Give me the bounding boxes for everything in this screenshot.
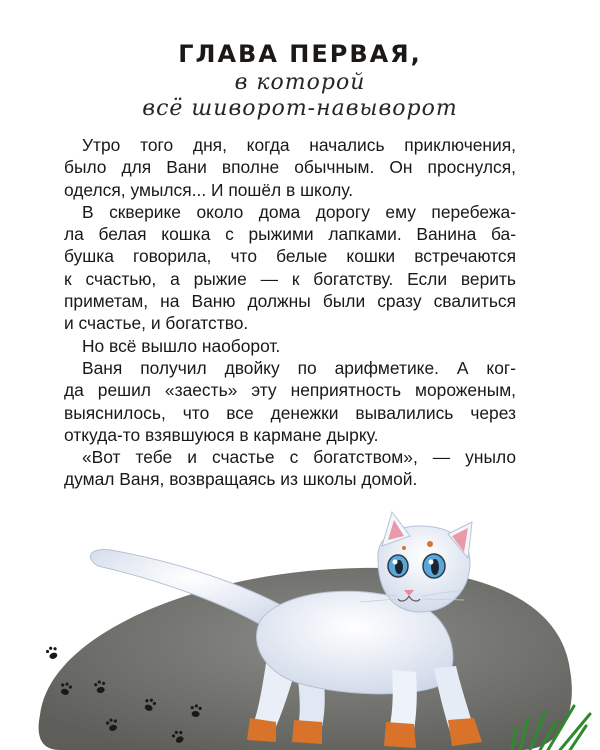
text-line: и счастье, и богатство. bbox=[64, 313, 249, 334]
text-line: В скверике около дома дорогу ему перебежа- bbox=[82, 201, 516, 222]
chapter-subtitle-line-1: в которой bbox=[234, 70, 366, 95]
text-line: было для Вани вполне обычным. Он проснулся, bbox=[64, 157, 516, 178]
text-line: приметам, на Ваню должны были сразу свалиться bbox=[64, 291, 516, 312]
text-line: к счастью, а рыжие — к богатству. Если верить bbox=[64, 268, 516, 289]
text-line: оделся, умылся... И пошёл в школу. bbox=[64, 179, 354, 200]
text-line: откуда-то взявшуюся в кармане дырку. bbox=[64, 424, 379, 445]
chapter-subtitle-line-2: всё шиворот-навыворот bbox=[142, 96, 458, 121]
chapter-title: ГЛАВА ПЕРВАЯ, bbox=[178, 40, 422, 68]
text-line: Утро того дня, когда начались приключения, bbox=[82, 135, 516, 155]
text-line: думал Ваня, возвращаясь из школы домой. bbox=[64, 469, 418, 490]
text-line: ла белая кошка с рыжими лапками. Ванина ба- bbox=[64, 224, 516, 245]
text-line: да решил «заесть» эту неприятность мороженым, bbox=[64, 380, 516, 401]
text-line: Но всё вышло наоборот. bbox=[82, 335, 281, 356]
text-line: Ваня получил двойку по арифметике. А ког- bbox=[82, 357, 516, 378]
text-line: «Вот тебе и счастье с богатством», — уныло bbox=[82, 447, 516, 468]
story-text bbox=[64, 134, 516, 491]
cat-illustration bbox=[0, 500, 600, 750]
text-line: бушка говорила, что белые кошки встречаются bbox=[64, 246, 516, 267]
text-line: выяснилось, что все денежки вывалились через bbox=[64, 402, 516, 423]
